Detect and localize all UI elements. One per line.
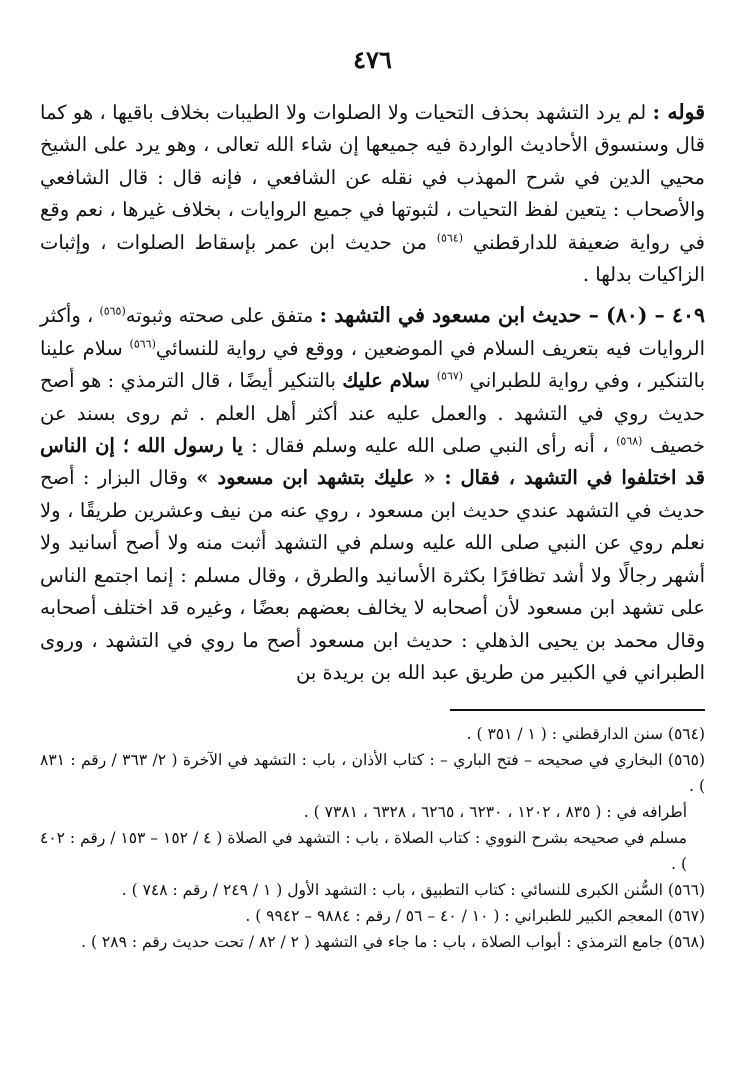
footnote: (٥٦٥) البخاري في صحيحه – فتح الباري – : كتاب الأذان ، باب : التشهد في الآخرة ( ٢/ ٣٦٣ / رقم : ٨٣١ ) . [40,751,705,796]
paragraph-hadith: ٤٠٩ – (٨٠) – حديث ابن مسعود في التشهد : متفق على صحته وثبوته$^{(٥٦٥)}$ ، وأكثر الروايات فيه بتعريف السلام في الموضعين ، ووقع في رواية للنسائي$^{(٥٦٦)}$ سلام علينا بالتنكير ، وفي رواية للطبراني $^{(٥٦٧)}$ سلام عليك بالتنكير أيضًا ، قال الترمذي : هو أصح حديث روي في التشهد . والعمل عليه عند أكثر أهل العلم . ثم روى بسند عن خصيف $^{(٥٦٨)}$ ، أنه رأى النبي صلى الله عليه وسلم فقال : يا رسول الله ؛ إن الناس قد اختلفوا في التشهد ، فقال : « عليك بتشهد ابن مسعود » وقال البزار : أصح حديث في التشهد عندي حديث ابن مسعود ، روي عنه من نيف وعشرين طريقًا ، ولا نعلم روي عن النبي صلى الله عليه وسلم في التشهد أثبت منه ولا أصح أسانيد ولا أشهر رجالًا ولا أشد تظافرًا بكثرة الأسانيد والطرق ، وقال مسلم : إنما اجتمع الناس على تشهد ابن مسعود لأن أصحابه لا يخالف بعضهم بعضًا ، وغيره قد اختلف أصحابه وقال محمد بن يحيى الذهلي : حديث ابن مسعود أصح ما روي في التشهد ، وروى الطبراني في الكبير من طريق عبد الله بن بريدة بن [39,303,706,684]
footnote: (٥٦٤) سنن الدارقطني : ( ١ / ٣٥١ ) . [466,725,705,744]
footnote: مسلم في صحيحه بشرح النووي : كتاب الصلاة ، باب : التشهد في الصلاة ( ٤ / ١٥٢ – ١٥٣ / رقم : ٤٠٢ ) . [40,829,687,874]
main-text [40,96,705,689]
paragraph-label: قوله : [652,100,705,124]
footnote-ref: (٥٦٥) [99,304,126,318]
footnote-ref: (٥٦٧) [436,369,464,383]
footnote-ref: (٥٦٦) [129,337,156,351]
footnote-separator-wrap [40,689,705,721]
footnote-separator [450,709,705,711]
footnote: (٥٦٧) المعجم الكبير للطبراني : ( ١٠ / ٤٠ – ٥٦ / رقم : ٩٨٨٤ – ٩٩٤٢ ) . [245,907,705,926]
bold-phrase: سلام عليك [342,369,437,393]
footnote: أطرافه في : ( ٨٣٥ ، ١٢٠٢ ، ٦٢٣٠ ، ٦٢٦٥ ، ٦٣٢٨ ، ٧٣٨١ ) . [303,803,687,822]
footnote-ref: (٥٦٨) [616,434,643,448]
footnote: (٥٦٨) جامع الترمذي : أبواب الصلاة ، باب : ما جاء في التشهد ( ٢ / ٨٢ / تحت حديث رقم : ٢٨٩ ) . [81,933,705,952]
paragraph-commentary: قوله : لم يرد التشهد بحذف التحيات ولا الصلوات ولا الطيبات بخلاف باقيها ، هو كما قال وسنسوق الأحاديث الواردة فيه جميعها إن شاء الله تعالى ، وهو يرد على الشيخ محيي الدين في شرح المهذب في نقله عن الشافعي ، فإنه قال : قال الشافعي والأصحاب : يتعين لفظ التحيات ، لثبوتها في جميع الروايات ، بخلاف غيرها ، نعم وقع في رواية ضعيفة للدارقطني $^{(٥٦٤)}$ من حديث ابن عمر بإسقاط الصلوات ، وإثبات الزاكيات بدلها . [40,100,705,287]
page-number: ٤٧٦ [353,45,392,74]
bold-quote: يا رسول الله ؛ إن الناس قد اختلفوا في التشهد ، فقال : « عليك بتشهد ابن مسعود » [40,434,705,490]
hadith-number: ٤٠٩ – (٨٠) – [588,303,705,328]
hadith-heading: حديث ابن مسعود في التشهد : [319,303,589,328]
footnote: (٥٦٦) السُّنن الكبرى للنسائي : كتاب التطبيق ، باب : التشهد الأول ( ١ / ٢٤٩ / رقم : ٧٤٨ ) . [121,881,705,900]
footnotes [40,721,705,955]
footnote-ref: (٥٦٤) [436,231,464,245]
